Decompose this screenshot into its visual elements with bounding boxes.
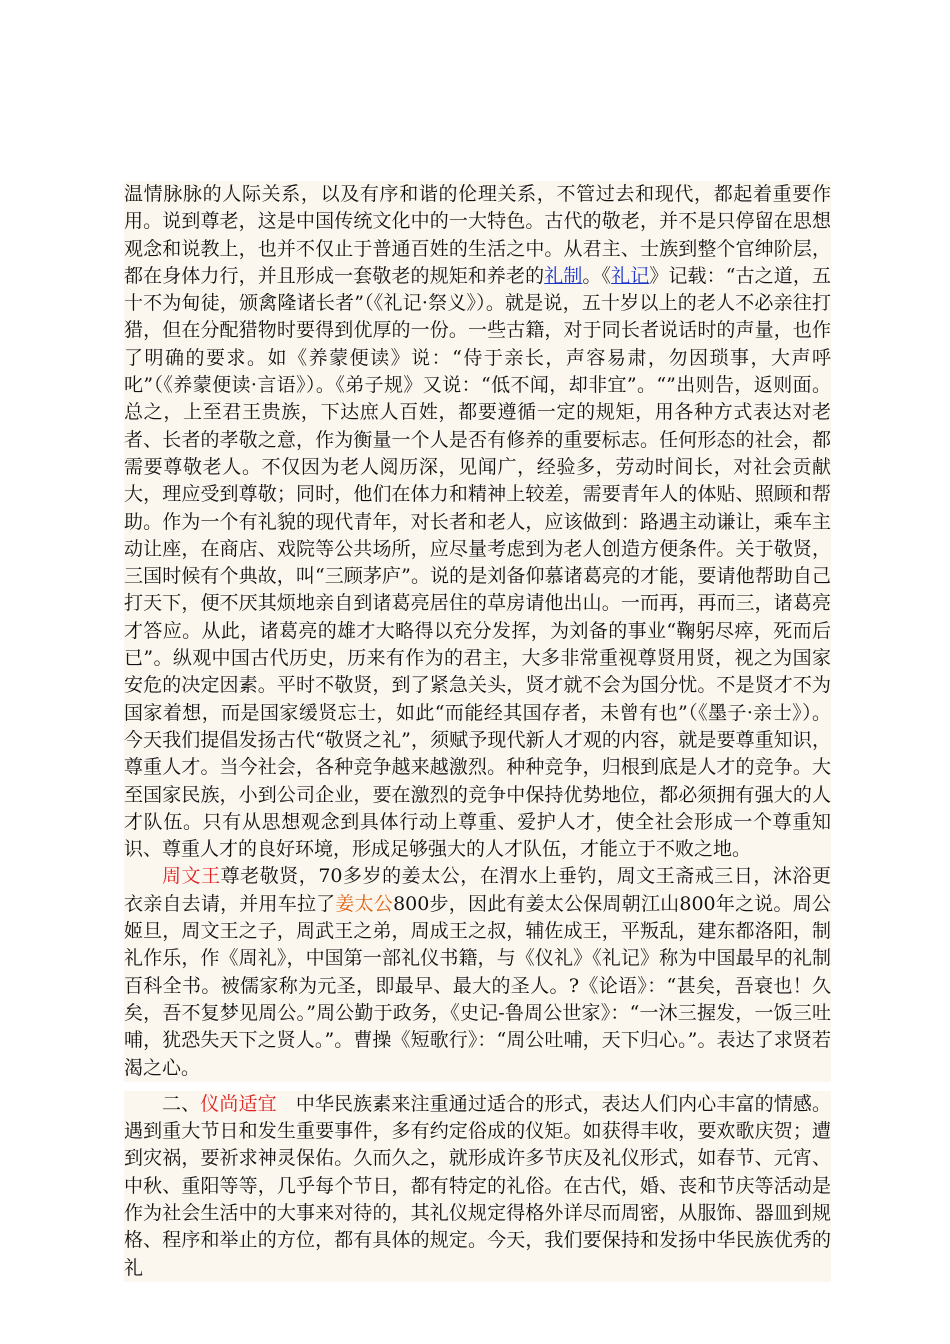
highlight-zhou-wenwang: 周文王 xyxy=(162,865,221,888)
paragraph-text: 温情脉脉的人际关系，以及有序和谐的伦理关系，不管过去和现代，都起着重要作用。说到尊老，这是中国传统文化中的一大特色。古代的敬老，并不是只停留在思想观念和说教上，也并不仅止于普通百姓的生活之中。从君主、士族到整个官绅阶层，都在身体力行，并且形成一套敬老的规矩和养老的 xyxy=(124,183,831,287)
section-heading: 仪尚适宜 xyxy=(200,1092,277,1115)
paragraph-zhou-wenwang xyxy=(124,863,831,1081)
paragraph-text: 800步，因此有姜太公保周朝江山800年之说。周公姬旦，周文王之子，周武王之弟，周成王之叔，辅佐成王，平叛乱，建东都洛阳，制礼作乐，作《周礼》，中国第一部礼仪书籍，与《仪礼》《礼记》称为中国最早的礼制百科全书。被儒家称为元圣，即最早、最大的圣人。?《论语》：“甚矣，吾衰也！久矣，吾不复梦见周公。”周公勤于政务，《史记-鲁周公世家》：“一沐三握发，一饭三吐哺，犹恐失天下之贤人。”。曹操《短歌行》：“周公吐哺，天下归心。”。表达了求贤若渴之心。 xyxy=(124,892,831,1079)
heading-spacer xyxy=(277,1093,296,1115)
link-lizhi[interactable]: 礼制 xyxy=(544,264,583,287)
paragraph-text: 中华民族素来注重通过适合的形式，表达人们内心丰富的情感。遇到重大节日和发生重要事件，多有约定俗成的仪矩。如获得丰收，要欢歌庆贺；遭到灾祸，要祈求神灵保佑。久而久之，就形成许多节庆及礼仪形式，如春节、元宵、中秋、重阳等等，几乎每个节日，都有特定的礼俗。在古代，婚、丧和节庆等活动是作为社会生活中的大事来对待的，其礼仪规定得格外详尽而周密，从服饰、器皿到规格、程序和举止的方位，都有具体的规定。今天，我们要保持和发扬中华民族优秀的礼 xyxy=(124,1092,831,1279)
paragraph-text: 尊老敬贤，70多岁的姜太公，在渭水上垂钓，周文王斋戒三日，沐浴更衣亲自去请，并用车拉了 xyxy=(124,865,831,915)
paragraph-text: 》记载：“古之道，五十不为甸徒，颁禽隆诸长者”（《礼记·祭义》）。就是说，五十岁以上的老人不必亲往打猎，但在分配猎物时要得到优厚的一份。一些古籍，对于同长者说话时的声量，也作了明确的要求。如《养蒙便读》说：“侍于亲长，声容易肃，勿因琐事，大声呼叱”（《养蒙便读·言语》）。《弟子规》又说：“低不闻，却非宜”。“”出则告，返则面。总之，上至君王贵族，下达庶人百姓，都要遵循一定的规矩，用各种方式表达对老者、长者的孝敬之意，作为衡量一个人是否有修养的重要标志。任何形态的社会，都需要尊敬老人。不仅因为老人阅历深，见闻广，经验多，劳动时间长，对社会贡献大，理应受到尊敬；同时，他们在体力和精神上较差，需要青年人的体贴、照顾和帮助。作为一个有礼貌的现代青年，对长者和老人，应该做到：路遇主动谦让，乘车主动让座，在商店、戏院等公共场所，应尽量考虑到为老人创造方便条件。关于敬贤，三国时候有个典故，叫“三顾茅庐”。说的是刘备仰慕诸葛亮的才能，要请他帮助自己打天下，便不厌其烦地亲自到诸葛亮居住的草房请他出山。一而再，再而三，诸葛亮才答应。从此，诸葛亮的雄才大略得以充分发挥，为刘备的事业“鞠躬尽瘁，死而后已”。纵观中国古代历史，历来有作为的君主，大多非常重视尊贤用贤，视之为国家安危的决定因素。平时不敬贤，到了紧急关头，贤才就不会为国分忧。不是贤才不为国家着想，而是国家缓贤忘士，如此“而能经其国存者，未曾有也”（《墨子·亲士》）。今天我们提倡发扬古代“敬贤之礼”，须赋予现代新人才观的内容，就是要尊重知识，尊重人才。当今社会，各种竞争越来越激烈。种种竞争，归根到底是人才的竞争。大至国家民族，小到公司企业，要在激烈的竞争中保持优势地位，都必须拥有强大的人才队伍。只有从思想观念到具体行动上尊重、爱护人才，使全社会形成一个尊重知识、尊重人才的良好环境，形成足够强大的人才队伍，才能立于不败之地。 xyxy=(124,264,831,861)
paragraph-ceremony xyxy=(124,1091,831,1282)
link-liji[interactable]: 礼记 xyxy=(611,264,650,287)
section-number: 二、 xyxy=(162,1092,201,1115)
paragraph-gap xyxy=(124,1082,831,1091)
paragraph-text: 。《 xyxy=(582,264,612,287)
highlight-jiang-taigong: 姜太公 xyxy=(335,892,394,915)
document-page xyxy=(124,181,831,1282)
paragraph-respect-elders xyxy=(124,181,831,863)
